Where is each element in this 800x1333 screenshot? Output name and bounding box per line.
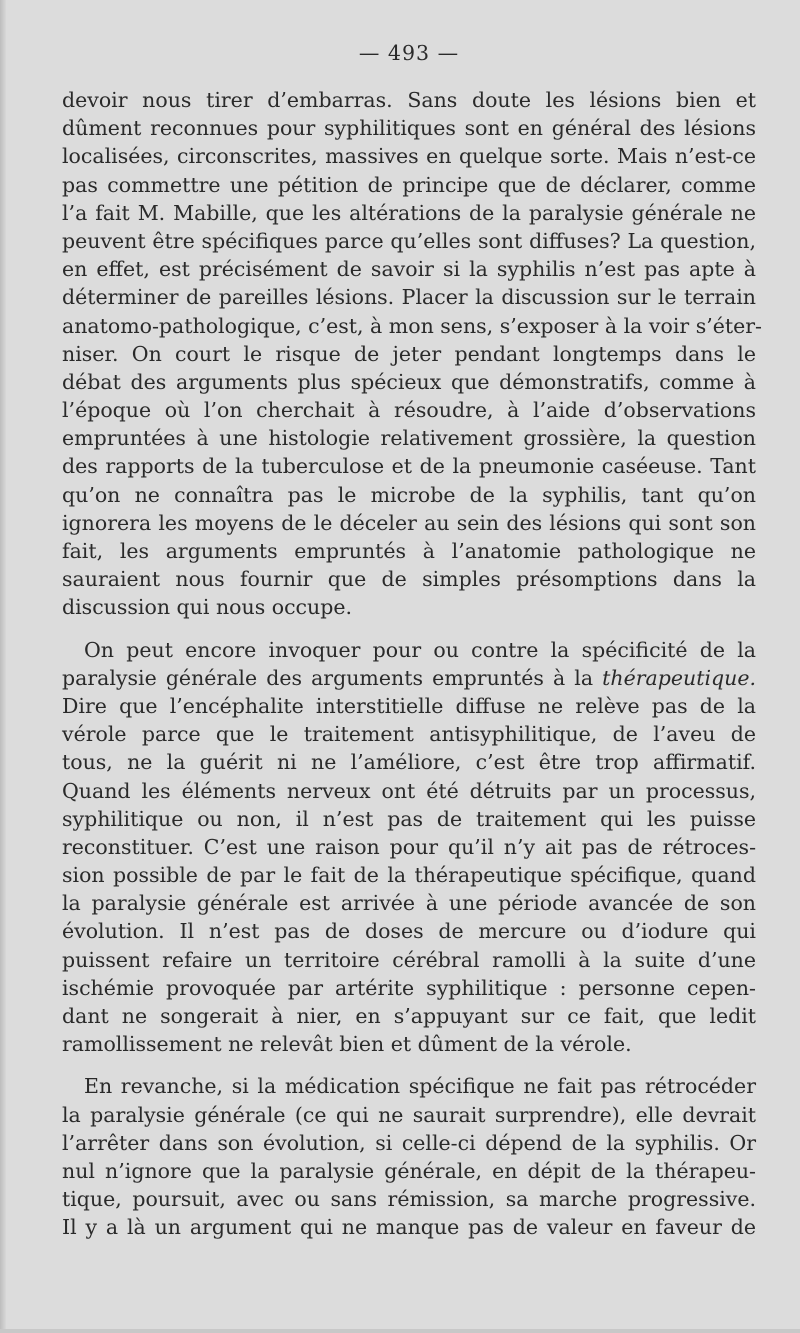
text-line: niser. On court le risque de jeter pendant longtemps dans le [62, 341, 756, 366]
text-line: l’arrêter dans son évolution, si celle-ci dépend de la syphilis. Or [62, 1130, 756, 1155]
text-line: l’époque où l’on cherchait à résoudre, à l’aide d’observations [62, 398, 756, 423]
text-line-with-italic [62, 664, 756, 692]
text-line: localisées, circonscrites, massives en quelque sorte. Mais n’est-ce [62, 144, 756, 169]
page-text-block [62, 38, 762, 1242]
text-line: sauraient nous fournir que de simples présomptions dans la [62, 567, 756, 592]
italic-word: thérapeutique. [602, 665, 756, 690]
text-line: qu’on ne connaîtra pas le microbe de la syphilis, tant qu’on [62, 482, 756, 507]
text-line: en effet, est précisément de savoir si la syphilis n’est pas apte à [62, 257, 756, 282]
text-line: dûment reconnues pour syphilitiques sont en général des lésions [62, 116, 756, 141]
text-line: la paralysie générale (ce qui ne saurait surprendre), elle devrait [62, 1102, 756, 1127]
text-line: tique, poursuit, avec ou sans rémission, sa marche progressive. [62, 1187, 756, 1212]
text-line: empruntées à une histologie relativement grossière, la question [62, 426, 756, 451]
text-line: tous, ne la guérit ni ne l’améliore, c’est être trop affirmatif. [62, 750, 756, 775]
text-line: vérole parce que le traitement antisyphilitique, de l’aveu de [62, 722, 756, 747]
text-line: dant ne songerait à nier, en s’appuyant sur ce fait, que ledit [62, 1004, 756, 1028]
text-line: déterminer de pareilles lésions. Placer la discussion sur le terrain [62, 285, 756, 310]
text-line: l’a fait M. Mabille, que les altérations de la paralysie générale ne [62, 200, 756, 225]
text-line: pas commettre une pétition de principe que de déclarer, comme [62, 172, 756, 197]
paragraph-2 [62, 636, 756, 1059]
page-edge-bottom [0, 1329, 800, 1333]
paragraph-3 [62, 1072, 756, 1241]
text-line: devoir nous tirer d’embarras. Sans doute les lésions bien et [62, 88, 756, 112]
text-line: Il y a là un argument qui ne manque pas de valeur en faveur de [62, 1215, 756, 1240]
text-line: On peut encore invoquer pour ou contre la spécificité de la [84, 637, 756, 662]
text-line: sion possible de par le fait de la thérapeutique spécifique, quand [62, 863, 756, 888]
text-line: fait, les arguments empruntés à l’anatomie pathologique ne [62, 539, 756, 563]
text-line: Quand les éléments nerveux ont été détruits par un processus, [62, 778, 756, 803]
text-line: Dire que l’encéphalite interstitielle diffuse ne relève pas de la [62, 693, 756, 718]
text-line: peuvent être spécifiques parce qu’elles sont diffuses? La question, [62, 228, 756, 253]
text-line: En revanche, si la médication spécifique ne fait pas rétrocéder [84, 1074, 756, 1099]
text-line: syphilitique ou non, il n’est pas de traitement qui les puisse [62, 806, 756, 831]
paragraph-1 [62, 86, 762, 622]
text-line: puissent refaire un territoire cérébral ramolli à la suite d’une [62, 947, 756, 972]
text-line: ramollissement ne relevât bien et dûment de la vérole. [62, 1032, 632, 1057]
text-line: débat des arguments plus spécieux que démonstratifs, comme à [62, 369, 756, 394]
text-line: la paralysie générale est arrivée à une période avancée de son [62, 891, 756, 916]
page-number: — 493 — [358, 41, 460, 65]
text-line: reconstituer. C’est une raison pour qu’il n’y ait pas de rétroces- [62, 834, 756, 859]
text-line: des rapports de la tuberculose et de la pneumonie caséeuse. Tant [62, 454, 756, 479]
text-line: évolution. Il n’est pas de doses de mercure ou d’iodure qui [62, 919, 756, 944]
text-line: anatomo-pathologique, c’est, à mon sens, s’exposer à la voir s’éter- [62, 313, 762, 338]
text-line: nul n’ignore que la paralysie générale, en dépit de la thérapeu- [62, 1158, 756, 1183]
page-edge-left [0, 0, 6, 1333]
text-segment: paralysie générale des arguments empruntés à la [62, 665, 603, 690]
text-line: ignorera les moyens de le déceler au sein des lésions qui sont son [62, 510, 756, 535]
text-line: discussion qui nous occupe. [62, 595, 353, 620]
text-line: ischémie provoquée par artérite syphilitique : personne cepen- [62, 975, 756, 1000]
